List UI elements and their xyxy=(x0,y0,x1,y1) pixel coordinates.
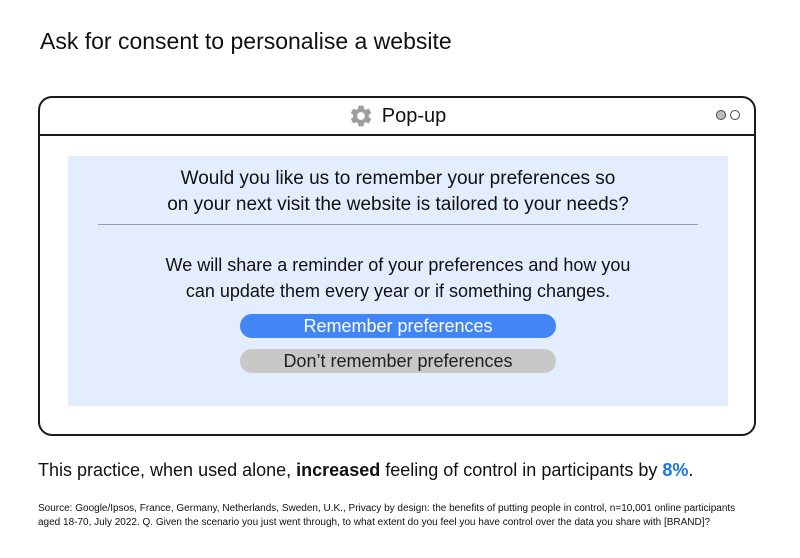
summary-middle: feeling of control in participants by xyxy=(380,460,663,480)
source-line-2: aged 18-70, July 2022. Q. Given the scenario you just went through, to what extent do you feel you have control over the data you share with [BRAND]? xyxy=(38,517,711,528)
window-controls xyxy=(716,110,740,120)
window-control-close[interactable] xyxy=(730,110,740,120)
dont-remember-preferences-button[interactable]: Don’t remember preferences xyxy=(240,349,556,373)
summary-suffix: . xyxy=(688,460,694,480)
page-title: Ask for consent to personalise a website xyxy=(40,28,452,54)
consent-question xyxy=(68,166,728,218)
info-line-1: We will share a reminder of your preferences and how you xyxy=(165,255,631,275)
summary-value: 8% xyxy=(662,460,689,480)
question-line-1: Would you like us to remember your preferences so xyxy=(180,168,616,189)
gear-icon xyxy=(348,103,374,129)
divider xyxy=(98,224,698,225)
summary-prefix: This practice, when used alone, xyxy=(38,460,297,480)
info-line-2: can update them every year or if something changes. xyxy=(185,281,611,301)
summary-emphasis: increased xyxy=(296,460,381,480)
popup-title: Pop-up xyxy=(381,104,447,127)
consent-info xyxy=(68,252,728,304)
source-note xyxy=(38,502,768,530)
popup-titlebar xyxy=(40,98,754,136)
source-line-1: Source: Google/Ipsos, France, Germany, Netherlands, Sweden, U.K., Privacy by design: the benefits of putting people in control, n=10,001 online participants xyxy=(38,503,736,514)
popup-window xyxy=(38,96,756,436)
question-line-2: on your next visit the website is tailored to your needs? xyxy=(167,194,629,215)
remember-preferences-button[interactable]: Remember preferences xyxy=(240,314,556,338)
summary-text xyxy=(38,460,693,481)
consent-panel xyxy=(68,156,728,406)
window-control-minimize[interactable] xyxy=(716,110,726,120)
